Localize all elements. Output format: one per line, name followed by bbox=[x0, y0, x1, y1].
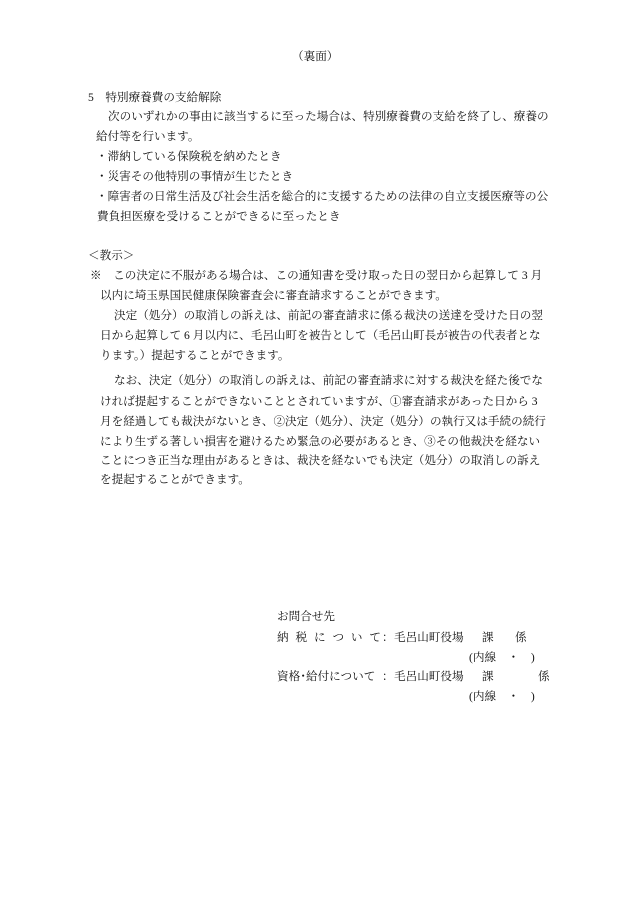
instruction-line: 決定（処分）の取消しの訴えは、前記の審査請求に係る裁決の送達を受けた日の翌 bbox=[114, 309, 543, 322]
contact-label: 資格･給付について bbox=[277, 670, 376, 683]
contact-extension: (内線 ・ ) bbox=[469, 651, 535, 664]
section-heading: 5 特別療養費の支給解除 bbox=[88, 91, 222, 104]
instruction-line: なお、決定（処分）の取消しの訴えは、前記の審査請求に対する裁決を経た後でな bbox=[114, 374, 543, 387]
contact-section: 係 bbox=[515, 631, 527, 644]
page-title: （裏面） bbox=[292, 50, 339, 63]
instruction-line: を提起することができます。 bbox=[100, 473, 250, 486]
contact-row-eligibility bbox=[277, 670, 375, 684]
paragraph-line: 次のいずれかの事由に該当するに至った場合は、特別療養費の支給を終了し、療養の bbox=[108, 110, 549, 123]
contact-section: 係 bbox=[538, 670, 550, 683]
contact-label: 納 税 に つ い て bbox=[277, 631, 381, 644]
bullet-item: ・災害その他特別の事情が生じたとき bbox=[96, 170, 294, 183]
bullet-item-continuation: 費負担医療を受けることができるに至ったとき bbox=[97, 210, 341, 223]
instruction-line: 以内に埼玉県国民健康保険審査会に審査請求することができます。 bbox=[100, 289, 447, 302]
instruction-heading: ＜教示＞ bbox=[88, 249, 135, 262]
instruction-line: ことにつき正当な理由があるときは、裁決を経ないでも決定（処分）の取消しの訴え bbox=[100, 454, 541, 467]
paragraph-line: 給付等を行います。 bbox=[96, 130, 200, 143]
contact-colon: ： bbox=[382, 670, 394, 683]
instruction-line: ります。）提起することができます。 bbox=[100, 349, 290, 362]
instruction-line: ければ提起することができないこととされていますが、①審査請求があった日から 3 bbox=[100, 395, 538, 408]
contact-dept: 課 bbox=[482, 631, 494, 644]
contact-row-tax bbox=[277, 631, 381, 645]
bullet-item: ・障害者の日常生活及び社会生活を総合的に支援するための法律の自立支援医療等の公 bbox=[96, 190, 549, 203]
instruction-line: 日から起算して 6 月以内に、毛呂山町を被告として（毛呂山町長が被告の代表者とな bbox=[100, 329, 541, 342]
contact-heading: お問合せ先 bbox=[277, 610, 335, 623]
contact-office: 毛呂山町役場 bbox=[394, 670, 464, 683]
bullet-item: ・滞納している保険税を納めたとき bbox=[96, 150, 282, 163]
contact-dept: 課 bbox=[482, 670, 494, 683]
contact-office: 毛呂山町役場 bbox=[394, 631, 464, 644]
instruction-line: ※ この決定に不服がある場合は、この通知書を受け取った日の翌日から起算して 3 月 bbox=[90, 269, 543, 282]
contact-extension: (内線 ・ ) bbox=[469, 690, 535, 703]
instruction-line: 月を経過しても裁決がないとき、②決定（処分）、決定（処分）の執行又は手続の続行 bbox=[100, 415, 546, 428]
instruction-line: により生ずる著しい損害を避けるため緊急の必要があるとき、③その他裁決を経ない bbox=[100, 435, 541, 448]
contact-colon: ： bbox=[382, 631, 394, 644]
